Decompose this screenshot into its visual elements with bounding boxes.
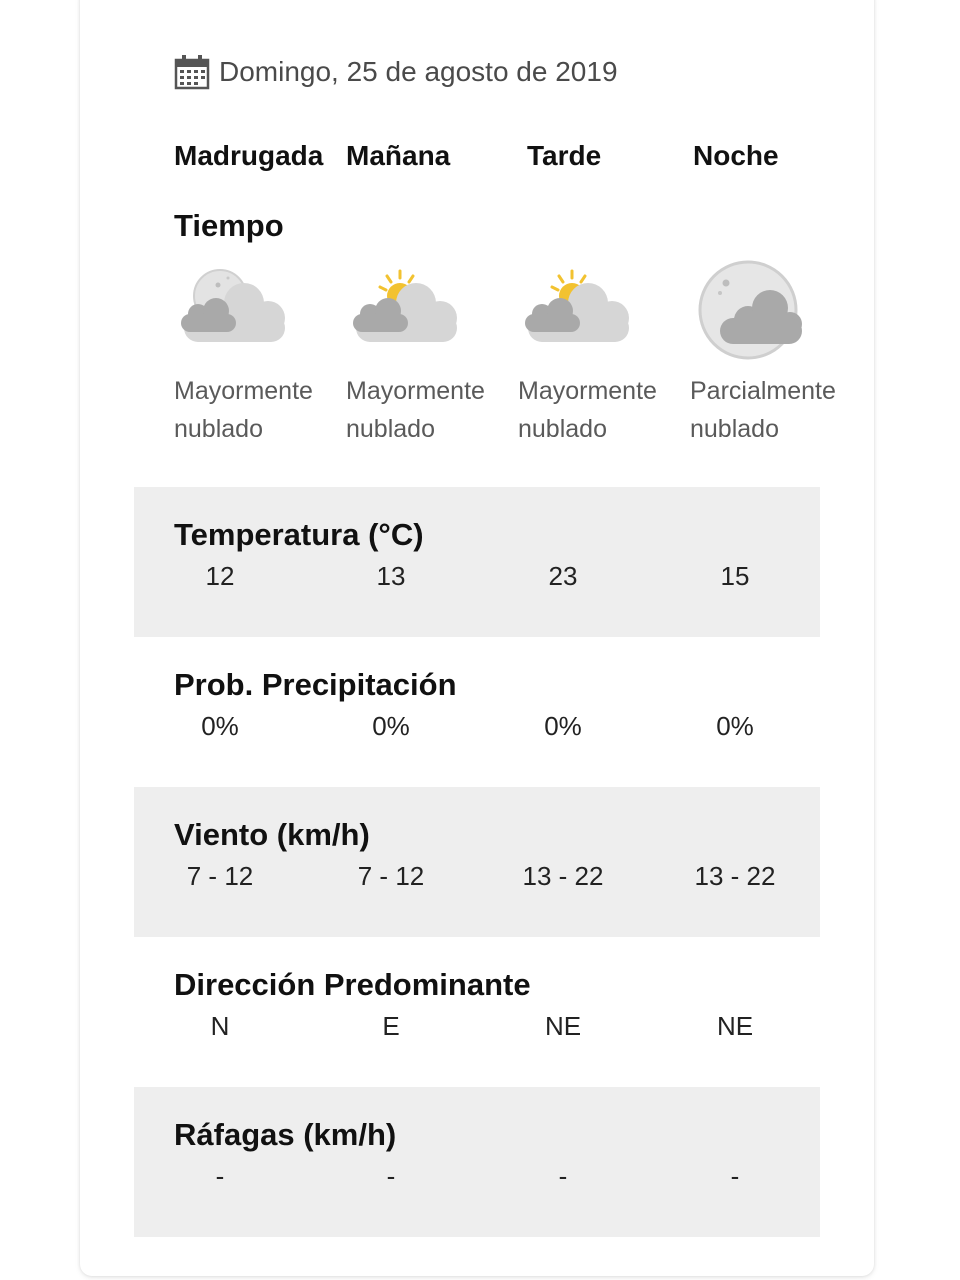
row-value: 13 - 22 — [522, 861, 604, 891]
row-value: 13 - 22 — [694, 861, 776, 891]
moon-cloud-icon — [174, 258, 294, 358]
weather-desc-madrugada: Mayormente nublado — [174, 377, 313, 443]
weather-desc-noche: Parcialmente nublado — [690, 377, 836, 443]
row-value: 0% — [716, 711, 754, 741]
row-value: NE — [716, 1011, 754, 1041]
weather-descriptions — [0, 372, 960, 452]
row-title: Dirección Predominante — [174, 967, 531, 1002]
weather-desc-tarde: Mayormente nublado — [518, 377, 657, 443]
row-value: - — [386, 1161, 396, 1191]
gusts-row — [134, 1087, 820, 1237]
row-title: Prob. Precipitación — [174, 667, 457, 702]
weather-icons — [0, 258, 960, 368]
period-tarde: Tarde — [527, 140, 602, 171]
sun-cloud-icon — [518, 258, 638, 358]
row-value: N — [210, 1011, 230, 1041]
row-value: 0% — [372, 711, 410, 741]
precipitation-row — [134, 637, 820, 787]
wind-direction-row — [134, 937, 820, 1087]
row-value: - — [730, 1161, 740, 1191]
period-header — [0, 140, 960, 180]
row-value: - — [215, 1161, 225, 1191]
date-text: Domingo, 25 de agosto de 2019 — [219, 56, 618, 87]
row-value: - — [558, 1161, 568, 1191]
row-value: 12 — [205, 561, 235, 591]
row-title: Temperatura (°C) — [174, 517, 424, 552]
row-value: 7 - 12 — [357, 861, 425, 891]
row-title: Ráfagas (km/h) — [174, 1117, 397, 1152]
period-manana: Mañana — [346, 140, 451, 171]
moon-cloud-icon — [690, 258, 810, 368]
temperature-row — [134, 487, 820, 637]
weather-desc-manana: Mayormente nublado — [346, 377, 485, 443]
row-value: 7 - 12 — [186, 861, 254, 891]
wind-row — [134, 787, 820, 937]
tiempo-title: Tiempo — [174, 208, 284, 243]
calendar-icon — [174, 54, 210, 90]
row-title: Viento (km/h) — [174, 817, 370, 852]
row-value: 15 — [720, 561, 750, 591]
date-header — [174, 52, 618, 92]
row-value: NE — [544, 1011, 582, 1041]
period-noche: Noche — [693, 140, 779, 171]
row-value: E — [382, 1011, 400, 1041]
sun-cloud-icon — [346, 258, 466, 358]
row-value: 0% — [201, 711, 239, 741]
row-value: 13 — [376, 561, 406, 591]
row-value: 23 — [548, 561, 578, 591]
row-value: 0% — [544, 711, 582, 741]
period-madrugada: Madrugada — [174, 140, 324, 171]
